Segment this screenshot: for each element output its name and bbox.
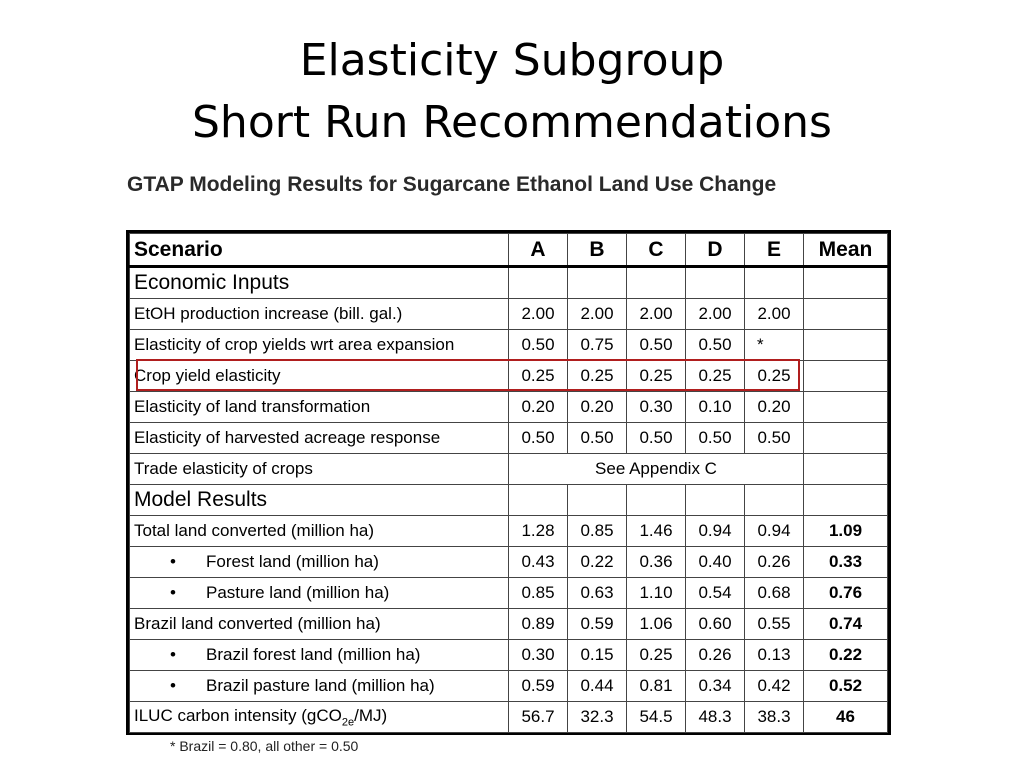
cell-mean [804,299,888,330]
cell-a: 0.25 [509,361,568,392]
cell-b: 0.22 [568,547,627,578]
cell-d: 0.50 [686,330,745,361]
table-row [130,702,888,733]
section-label-economic-inputs: Economic Inputs [130,267,509,299]
cell-a: 0.43 [509,547,568,578]
row-label-suffix: /MJ) [354,705,388,725]
cell-c: 2.00 [627,299,686,330]
cell-d: 0.26 [686,640,745,671]
cell-mean [804,361,888,392]
cell-a: 2.00 [509,299,568,330]
cell-mean: 1.09 [804,516,888,547]
cell-c: 0.25 [627,361,686,392]
header-b: B [568,234,627,267]
bullet-icon: • [170,645,176,664]
table-row [130,454,888,485]
cell-a: 56.7 [509,702,568,733]
cell-e: 2.00 [745,299,804,330]
cell-d: 0.50 [686,423,745,454]
cell-a: 0.20 [509,392,568,423]
cell-b: 0.63 [568,578,627,609]
section-row-model-results [130,485,888,516]
cell-b: 0.59 [568,609,627,640]
cell-mean [804,330,888,361]
table-row [130,671,888,702]
cell-e: 0.42 [745,671,804,702]
slide-title-line-1: Elasticity Subgroup [299,35,725,86]
table-row [130,423,888,454]
row-label-text: Forest land (million ha) [206,552,379,571]
bullet-icon: • [170,552,176,571]
row-label: Elasticity of land transformation [130,392,509,423]
table-footnote: * Brazil = 0.80, all other = 0.50 [170,738,359,754]
cell-d: 0.60 [686,609,745,640]
header-c: C [627,234,686,267]
cell-mean [804,423,888,454]
cell-b: 0.75 [568,330,627,361]
cell-c: 54.5 [627,702,686,733]
cell-d: 0.54 [686,578,745,609]
row-label [130,547,509,578]
cell-b: 0.20 [568,392,627,423]
cell-a: 0.30 [509,640,568,671]
header-e: E [745,234,804,267]
cell-e: 0.50 [745,423,804,454]
table-row-crop-yield-elasticity [130,361,888,392]
table-row [130,609,888,640]
cell-c: 0.25 [627,640,686,671]
cell-b: 0.25 [568,361,627,392]
cell-a: 0.85 [509,578,568,609]
cell-b: 0.50 [568,423,627,454]
row-label: Elasticity of harvested acreage response [130,423,509,454]
cell-d: 2.00 [686,299,745,330]
table-row [130,578,888,609]
cell-b: 0.85 [568,516,627,547]
cell-e: 0.13 [745,640,804,671]
cell-b: 2.00 [568,299,627,330]
row-label [130,640,509,671]
cell-b: 0.15 [568,640,627,671]
row-label: Elasticity of crop yields wrt area expansion [130,330,509,361]
cell-d: 0.40 [686,547,745,578]
cell-c: 0.50 [627,330,686,361]
cell-c: 1.10 [627,578,686,609]
header-d: D [686,234,745,267]
cell-mean: 0.22 [804,640,888,671]
table-row [130,640,888,671]
cell-e: 0.68 [745,578,804,609]
cell-mean: 0.33 [804,547,888,578]
cell-d: 0.10 [686,392,745,423]
cell-a: 0.50 [509,423,568,454]
table-row [130,330,888,361]
cell-a: 0.59 [509,671,568,702]
cell-c: 0.30 [627,392,686,423]
cell-d: 0.94 [686,516,745,547]
row-label-text: ILUC carbon intensity (gCO [134,705,342,725]
cell-e: 0.55 [745,609,804,640]
header-mean: Mean [804,234,888,267]
cell-c: 0.36 [627,547,686,578]
cell-c: 0.50 [627,423,686,454]
cell-mean [804,454,888,485]
row-label: Total land converted (million ha) [130,516,509,547]
table-row [130,547,888,578]
row-label-text: Brazil forest land (million ha) [206,645,421,664]
cell-b: 32.3 [568,702,627,733]
cell-e: * [745,330,804,361]
slide-title [0,30,1024,154]
row-label [130,702,509,733]
merged-cell-appendix: See Appendix C [509,454,804,485]
row-label: Brazil land converted (million ha) [130,609,509,640]
cell-c: 0.81 [627,671,686,702]
cell-c: 1.46 [627,516,686,547]
cell-mean: 0.52 [804,671,888,702]
row-label [130,671,509,702]
row-label: EtOH production increase (bill. gal.) [130,299,509,330]
bullet-icon: • [170,676,176,695]
cell-a: 0.50 [509,330,568,361]
cell-c: 1.06 [627,609,686,640]
row-label: Crop yield elasticity [130,361,509,392]
cell-a: 1.28 [509,516,568,547]
table-row [130,516,888,547]
cell-e: 38.3 [745,702,804,733]
cell-mean: 0.76 [804,578,888,609]
row-label-subscript: 2e [341,716,355,729]
table-row [130,299,888,330]
cell-e: 0.20 [745,392,804,423]
cell-a: 0.89 [509,609,568,640]
cell-d: 0.25 [686,361,745,392]
row-label-text: Pasture land (million ha) [206,583,390,602]
header-a: A [509,234,568,267]
row-label: Trade elasticity of crops [130,454,509,485]
bullet-icon: • [170,583,176,602]
row-label-text: Brazil pasture land (million ha) [206,676,435,695]
results-table-frame [126,230,891,735]
cell-d: 0.34 [686,671,745,702]
row-label [130,578,509,609]
table-row [130,392,888,423]
section-row-economic-inputs [130,267,888,299]
table-header-row [130,234,888,267]
cell-b: 0.44 [568,671,627,702]
cell-d: 48.3 [686,702,745,733]
cell-e: 0.26 [745,547,804,578]
results-table [129,233,888,733]
cell-mean: 0.74 [804,609,888,640]
slide-title-line-2: Short Run Recommendations [192,97,832,148]
cell-e: 0.25 [745,361,804,392]
cell-e: 0.94 [745,516,804,547]
cell-mean: 46 [804,702,888,733]
table-caption: GTAP Modeling Results for Sugarcane Ethanol Land Use Change [127,173,777,196]
header-scenario: Scenario [130,234,509,267]
section-label-model-results: Model Results [130,485,509,516]
cell-mean [804,392,888,423]
